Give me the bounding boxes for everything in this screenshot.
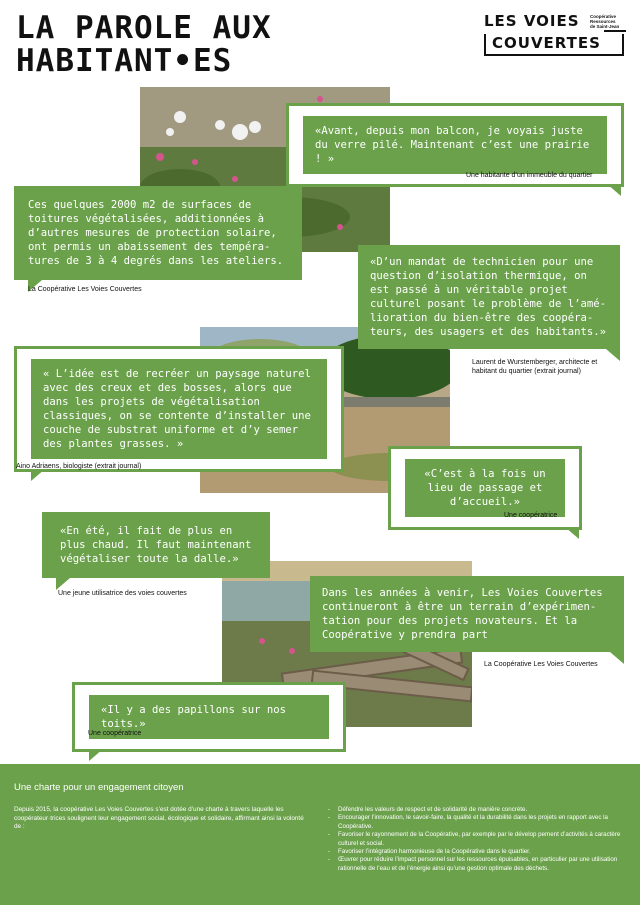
quote-bubble-7: Dans les années à venir, Les Voies Couvertes continueront à être un terrain d’expérimen-tation pour des projets novateurs. Et la Coopérative y prendra part bbox=[310, 576, 624, 652]
charter-intro: Depuis 2015, la coopérative Les Voies Couvertes s’est dotée d’une charte à travers laquelle les coopérateur·trices soulignent leur engagement social, écologique et solidaire, affirmant ainsi la volonté de : bbox=[14, 806, 304, 831]
title-line-2: HABITANT•ES bbox=[16, 43, 233, 79]
quote-text-1: «Avant, depuis mon balcon, je voyais juste du verre pilé. Maintenant c’est une prairie ! » bbox=[303, 116, 607, 174]
logo bbox=[484, 12, 626, 58]
quote-bubble-6: «En été, il fait de plus en plus chaud. Il faut maintenant végétaliser toute la dalle.» bbox=[42, 512, 270, 578]
quote-caption-2: La Coopérative Les Voies Couvertes bbox=[28, 286, 142, 293]
charter-footer bbox=[0, 764, 640, 905]
quote-text-5: «C’est à la fois un lieu de passage et d’accueil.» bbox=[405, 459, 565, 517]
charter-item: - Encourager l’innovation, le savoir-faire, la qualité et la durabilité dans les projets en rapport avec la Coopérative. bbox=[328, 814, 628, 831]
quote-bubble-2: Ces quelques 2000 m2 de surfaces de toitures végétalisées, additionnées à d’autres mesures de protection solaire, ont permis un abaissement des tempéra-tures de 3 à 4 degrés dans les ateliers. bbox=[14, 186, 302, 280]
quote-caption-1: Une habitante d’un immeuble du quartier bbox=[466, 172, 593, 179]
quote-caption-6: Une jeune utilisatrice des voies couvertes bbox=[58, 590, 187, 597]
quote-bubble-3: «D’un mandat de technicien pour une question d’isolation thermique, on est passé à un véritable projet culturel posant le problème de l’amé-lioration du bien-être des coopéra-teurs, des usagers et des habitants.» bbox=[358, 245, 620, 349]
page-title bbox=[16, 12, 272, 78]
charter-heading: Une charte pour un engagement citoyen bbox=[14, 782, 184, 793]
charter-list bbox=[328, 806, 628, 873]
logo-tagline: Coopérative Ressources de Saint-Jean bbox=[590, 14, 620, 29]
charter-item: - Favoriser le rayonnement de la Coopérative, par exemple par le dévelop pement d’activités à caractère culturel et social. bbox=[328, 831, 628, 848]
quote-caption-7: La Coopérative Les Voies Couvertes bbox=[484, 661, 598, 668]
charter-item: - Favoriser l’intégration harmonieuse de la Coopérative dans le quartier. bbox=[328, 848, 628, 856]
quote-caption-5: Une coopératrice bbox=[504, 512, 558, 519]
quote-text-4: « L’idée est de recréer un paysage naturel avec des creux et des bosses, alors que dans les projets de végétalisation classiques, on se contente d’installer une couche de substrat uniforme et d’y semer des plantes grasses. » bbox=[31, 359, 327, 459]
title-line-1: LA PAROLE AUX bbox=[16, 10, 272, 46]
quote-bubble-4 bbox=[14, 346, 344, 472]
logo-line-1: LES VOIES bbox=[484, 12, 580, 30]
charter-item: - Œuvrer pour réduire l’impact personnel sur les ressources épuisables, en particulier par une utilisation rationnelle de l’eau et de l’énergie ainsi qu’une gestion optimale des déchets. bbox=[328, 856, 628, 873]
quote-bubble-8 bbox=[72, 682, 346, 752]
quote-text-8: «Il y a des papillons sur nos toits.» bbox=[89, 695, 329, 739]
quote-caption-4: Aino Adriaens, biologiste (extrait journal) bbox=[16, 463, 142, 470]
quote-caption-3: Laurent de Wurstemberger, architecte et habitant du quartier (extrait journal) bbox=[472, 359, 598, 375]
logo-line-2: COUVERTES bbox=[492, 34, 601, 52]
quote-caption-8: Une coopératrice bbox=[88, 730, 142, 737]
charter-item: - Défendre les valeurs de respect et de solidarité de manière concrète. bbox=[328, 806, 628, 814]
